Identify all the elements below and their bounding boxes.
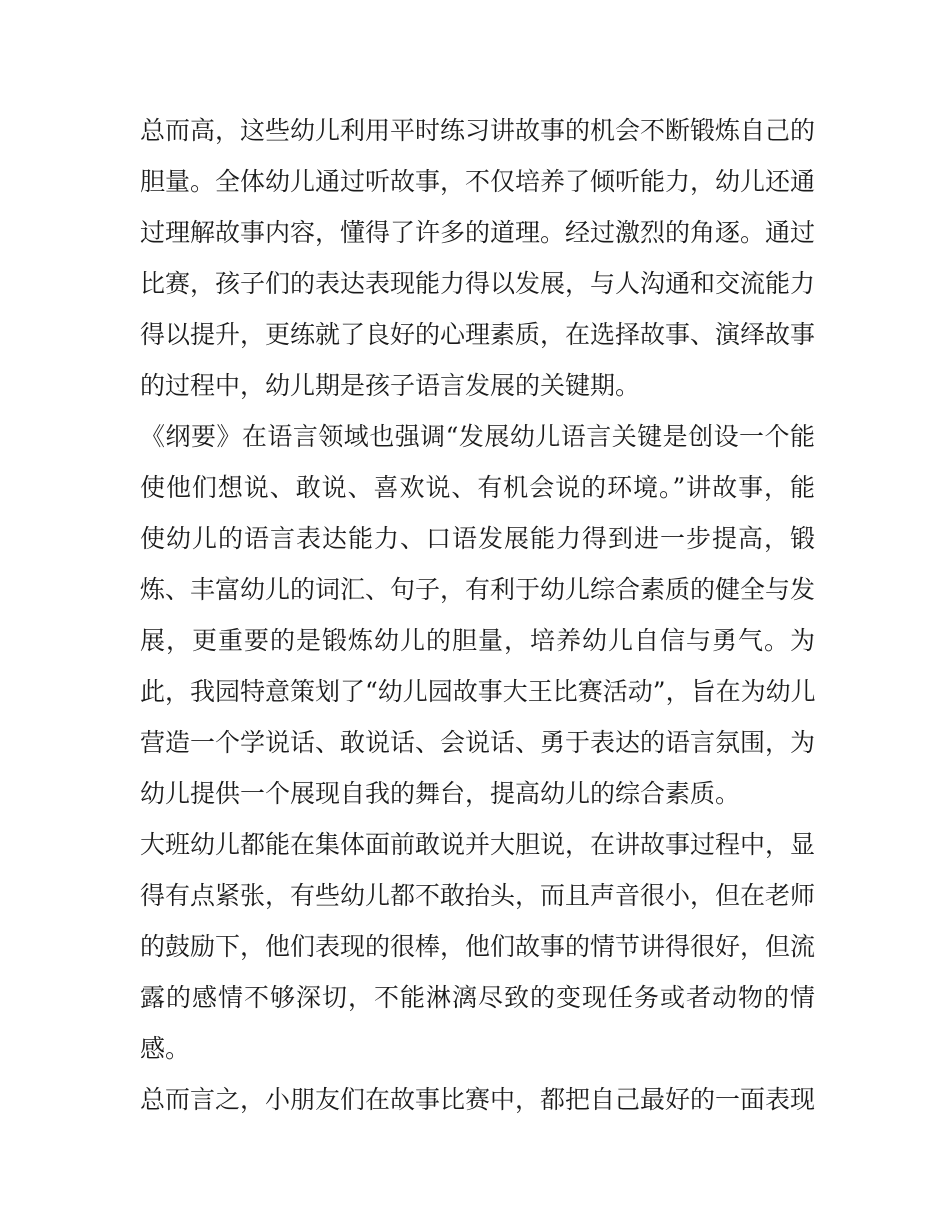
text-line: 《纲要》在语言领域也强调“发展幼儿语言关键是创设一个能 xyxy=(140,422,815,451)
text-line: 使他们想说、敢说、喜欢说、有机会说的环境。”讲故事，能 xyxy=(140,473,815,502)
text-line: 感。 xyxy=(140,1034,191,1063)
paragraph xyxy=(140,819,815,1074)
text-line: 总而高，这些幼儿利用平时练习讲故事的机会不断锻炼自己的 xyxy=(140,116,816,145)
paragraph xyxy=(140,1074,815,1125)
text-line: 炼、丰富幼儿的词汇、句子，有利于幼儿综合素质的健全与发 xyxy=(140,575,816,604)
text-line: 展，更重要的是锻炼幼儿的胆量，培养幼儿自信与勇气。为 xyxy=(140,626,815,655)
text-line: 胆量。全体幼儿通过听故事，不仅培养了倾听能力，幼儿还通 xyxy=(140,167,816,196)
paragraph xyxy=(140,411,815,819)
body-text xyxy=(140,105,815,1125)
text-line: 此，我园特意策划了“幼儿园故事大王比赛活动”，旨在为幼儿 xyxy=(140,677,816,706)
text-line: 的鼓励下，他们表现的很棒，他们故事的情节讲得很好，但流 xyxy=(140,932,816,961)
text-line: 露的感情不够深切，不能淋漓尽致的变现任务或者动物的情 xyxy=(140,983,815,1012)
text-line: 大班幼儿都能在集体面前敢说并大胆说，在讲故事过程中，显 xyxy=(140,830,816,859)
text-line: 得有点紧张，有些幼儿都不敢抬头，而且声音很小，但在老师 xyxy=(140,881,816,910)
text-line: 得以提升，更练就了良好的心理素质，在选择故事、演绎故事 xyxy=(140,320,816,349)
text-line: 幼儿提供一个展现自我的舞台，提高幼儿的综合素质。 xyxy=(140,779,741,808)
text-line: 过理解故事内容，懂得了许多的道理。经过激烈的角逐。通过 xyxy=(140,218,816,247)
text-line: 使幼儿的语言表达能力、口语发展能力得到进一步提高，锻 xyxy=(140,524,815,553)
text-line: 总而言之，小朋友们在故事比赛中，都把自己最好的一面表现 xyxy=(140,1085,816,1114)
text-line: 营造一个学说话、敢说话、会说话、勇于表达的语言氛围，为 xyxy=(140,728,816,757)
text-line: 的过程中，幼儿期是孩子语言发展的关键期。 xyxy=(140,371,641,400)
paragraph xyxy=(140,105,815,411)
text-line: 比赛，孩子们的表达表现能力得以发展，与人沟通和交流能力 xyxy=(140,269,816,298)
